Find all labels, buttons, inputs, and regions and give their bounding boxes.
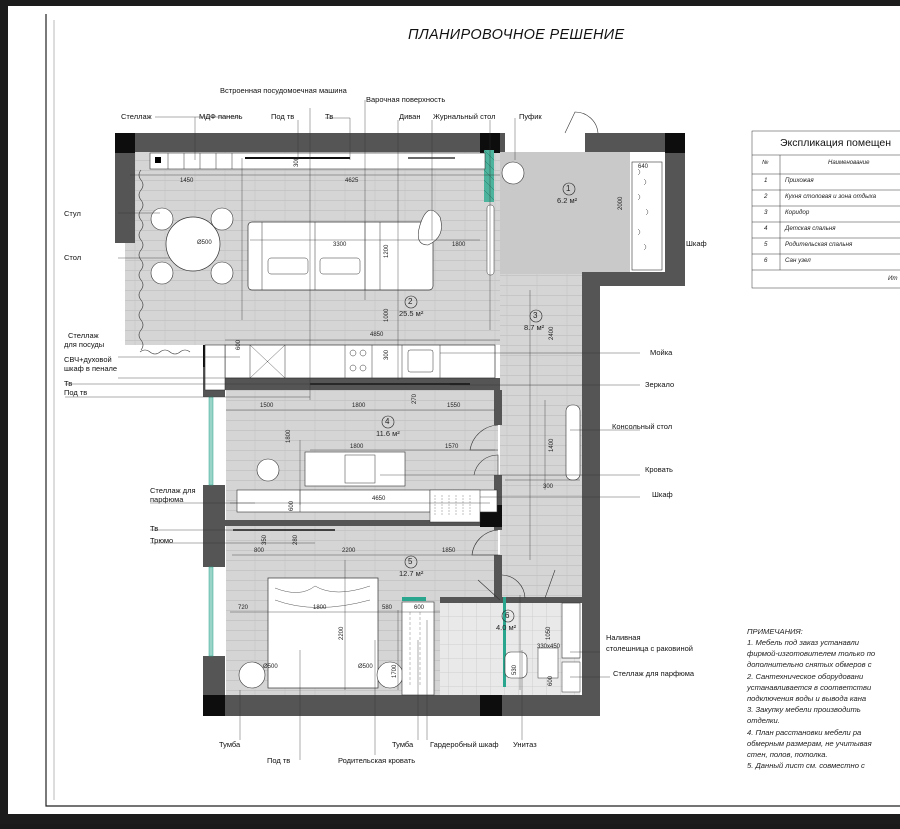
dimension-label: 280 <box>293 534 299 545</box>
dimension-label: 300 <box>294 156 300 167</box>
note-line: 5. Данный лист см. совместно с <box>747 761 865 771</box>
label-stellazh: Стеллаж <box>121 112 152 121</box>
dimension-label: 1050 <box>546 626 552 640</box>
explication-row-name: Кухня столовая и зона отдыха <box>785 193 877 200</box>
explication-row-name: Детская спальня <box>785 225 836 232</box>
dimension-label: 2400 <box>549 326 555 340</box>
dimension-label: 2200 <box>342 548 356 554</box>
label-tv-top: Тв <box>325 112 334 121</box>
dimension-label: 270 <box>412 393 418 404</box>
explication-row-name: Сан узел <box>785 257 811 264</box>
explication-header-num: № <box>762 160 769 166</box>
label-nightstand-1: Тумба <box>219 740 241 749</box>
room-area: 12.7 м² <box>399 569 424 578</box>
dimension-label: 4625 <box>345 178 359 184</box>
explication-row-num: 1 <box>764 177 768 184</box>
room-number: 1 <box>566 184 571 193</box>
dimension-label: 1570 <box>445 444 459 450</box>
label-closet: Гардеробный шкаф <box>430 740 499 749</box>
label-oven-2: шкаф в пенале <box>64 364 118 373</box>
dimension-label: 1200 <box>384 244 390 258</box>
dimension-label: 600 <box>414 605 425 611</box>
note-line: дополнительно снятых обмеров с <box>747 660 872 670</box>
label-pouf: Пуфик <box>519 112 542 121</box>
dimension-label: 300 <box>384 349 390 360</box>
note-line: подключения воды и вывода кана <box>747 694 867 703</box>
label-sink: Мойка <box>650 348 673 357</box>
room-number: 4 <box>385 417 390 426</box>
dimension-label: 4650 <box>372 496 386 502</box>
dimension-label: 600 <box>548 675 554 686</box>
note-line: фирмой-изготовителем только по <box>747 649 876 659</box>
room-area: 6.2 м² <box>557 196 578 205</box>
room-area: 4.0 м² <box>496 623 517 632</box>
note-line: 3. Закупку мебели производить <box>747 705 861 715</box>
label-oven-1: СВЧ+духовой <box>64 355 112 364</box>
room-number: 5 <box>408 557 413 566</box>
explication-row-num: 5 <box>764 241 768 248</box>
dimension-label: 1850 <box>442 548 456 554</box>
page-title: ПЛАНИРОВОЧНОЕ РЕШЕНИЕ <box>408 27 625 43</box>
dimension-label: 1800 <box>313 605 327 611</box>
label-coffee-table: Журнальный стол <box>433 112 496 121</box>
dimension-label: 1000 <box>384 308 390 322</box>
note-line: стен, полов, потолка. <box>747 750 828 759</box>
dimension-label: 580 <box>382 605 393 611</box>
explication-row-num: 4 <box>764 225 768 232</box>
label-nightstand-2: Тумба <box>392 740 414 749</box>
note-line: отделки. <box>747 716 780 726</box>
dimension-label: 1800 <box>352 403 366 409</box>
dimension-label: 800 <box>254 548 265 554</box>
note-line: обмерным размерам, не учитывая <box>747 738 872 748</box>
room-area: 25.5 м² <box>399 309 424 318</box>
label-sofa: Диван <box>399 112 421 121</box>
room-number: 2 <box>408 297 413 306</box>
room-number: 3 <box>533 311 538 320</box>
label-tv-left: Тв <box>64 379 73 388</box>
label-table: Стол <box>64 253 82 262</box>
dimension-label: Ø500 <box>358 664 373 670</box>
explication-row-num: 3 <box>764 209 768 216</box>
explication-caption: Экспликация помещен <box>780 137 892 149</box>
label-hob: Варочная поверхность <box>366 95 446 104</box>
dimension-label: Ø500 <box>197 240 212 246</box>
explication-row-name: Родительская спальня <box>785 241 853 248</box>
label-perfume-rack-right: Стеллаж для парфюма <box>613 669 695 678</box>
label-mdf-panel: МДФ панель <box>199 112 243 121</box>
note-line: устанавливается в соответстви <box>747 682 872 692</box>
dimension-label: 2000 <box>618 196 624 210</box>
room-number: 6 <box>505 611 510 620</box>
dimension-label: 720 <box>238 605 249 611</box>
label-mirror: Зеркало <box>645 380 675 389</box>
note-line: 2. Сантехническое оборудовани <box>747 671 864 681</box>
dimension-label: 1550 <box>447 403 461 409</box>
label-countertop-2: столешница с раковиной <box>606 644 693 653</box>
dimension-label: 600 <box>236 339 242 350</box>
label-console: Консольный стол <box>612 422 673 431</box>
dimension-label: 350 <box>262 534 268 545</box>
dimension-label: 1450 <box>180 178 194 184</box>
dimension-label: 1400 <box>549 438 555 452</box>
room-area: 8.7 м² <box>524 323 545 332</box>
note-line: 4. План расстановки мебели ра <box>747 727 862 737</box>
note-line: 1. Мебель под заказ устанавли <box>747 638 859 647</box>
label-tv-mid: Тв <box>150 524 159 533</box>
label-dish-rack-1: Стеллаж <box>68 331 99 340</box>
explication-row-name: Прихожая <box>785 177 814 184</box>
label-countertop-1: Наливная <box>606 633 641 642</box>
explication-footer: Ит <box>888 275 898 282</box>
explication-row-num: 2 <box>764 193 768 200</box>
dimension-label: 4850 <box>370 332 384 338</box>
dimension-label: 1800 <box>286 429 292 443</box>
dimension-label: 1500 <box>260 403 274 409</box>
label-wardrobe-right: Шкаф <box>686 239 707 248</box>
explication-header-name: Наименование <box>828 160 870 166</box>
dimension-label: 300 <box>543 484 554 490</box>
dimension-label: 330х450 <box>537 644 561 650</box>
label-perfume-rack-2: парфюма <box>150 495 184 504</box>
label-parent-bed: Родительская кровать <box>338 756 416 765</box>
label-pod-tv-left: Под тв <box>64 388 88 397</box>
dimension-label: 1700 <box>392 664 398 678</box>
label-dish-rack-2: для посуды <box>64 340 105 349</box>
explication-row-name: Коридор <box>785 209 810 216</box>
dimension-label: 1800 <box>452 242 466 248</box>
dimension-label: 530 <box>512 664 518 675</box>
explication-row-num: 6 <box>764 257 768 264</box>
dimension-label: 1800 <box>350 444 364 450</box>
dimension-label: 640 <box>638 164 649 170</box>
label-trumo: Трюмо <box>150 536 174 545</box>
label-bed: Кровать <box>645 465 673 474</box>
dimension-label: 3300 <box>333 242 347 248</box>
room-area: 11.6 м² <box>376 429 400 438</box>
label-perfume-rack-1: Стеллаж для <box>150 486 196 495</box>
label-pod-tv-top: Под тв <box>271 112 295 121</box>
dimension-label: 2200 <box>339 626 345 640</box>
label-wardrobe-mid: Шкаф <box>652 490 673 499</box>
label-chair: Стул <box>64 209 81 218</box>
dimension-label: Ø500 <box>263 664 278 670</box>
notes-heading: ПРИМЕЧАНИЯ: <box>747 627 803 636</box>
label-dishwasher: Встроенная посудомоечная машина <box>220 86 347 95</box>
label-pod-tv-bottom: Под тв <box>267 756 291 765</box>
dimension-label: 600 <box>289 500 295 511</box>
label-toilet: Унитаз <box>513 740 537 749</box>
